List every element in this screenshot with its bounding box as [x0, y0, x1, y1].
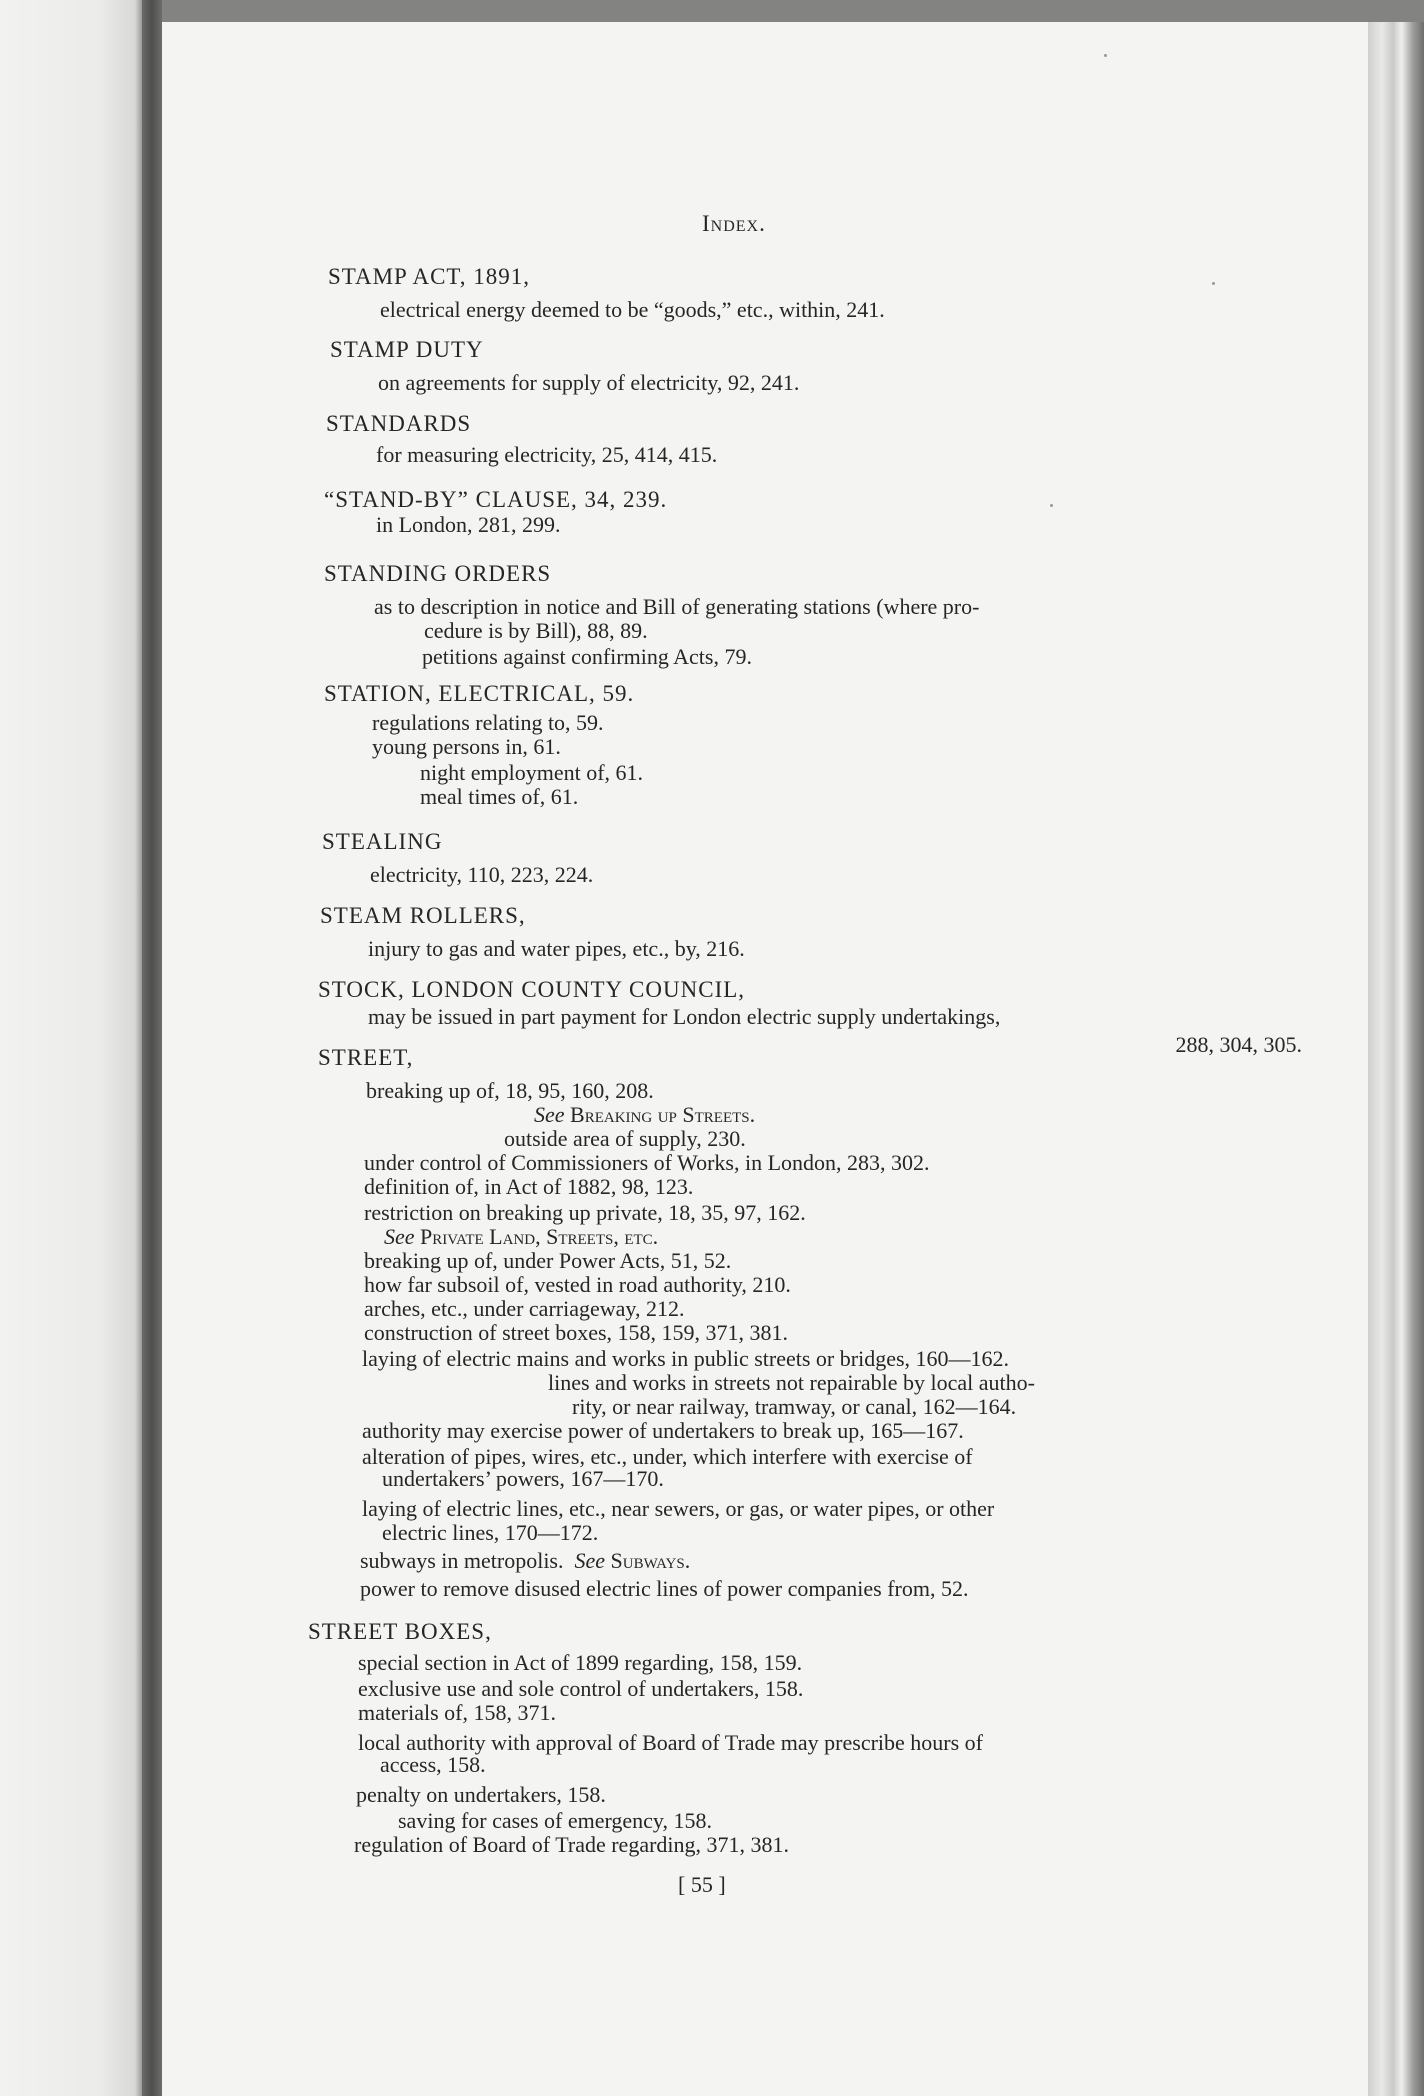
- see-label: See: [574, 1548, 606, 1573]
- index-subentry: power to remove disused electric lines of power companies from, 52.: [360, 1576, 969, 1601]
- index-subentry: electricity, 110, 223, 224.: [370, 862, 594, 887]
- index-heading-stealing: STEALING: [322, 829, 443, 854]
- index-subentry: in London, 281, 299.: [376, 512, 561, 537]
- index-subentry: arches, etc., under carriageway, 212.: [364, 1296, 685, 1321]
- index-subentry: may be issued in part payment for London electric supply undertakings,: [368, 1004, 1001, 1029]
- index-subentry-continuation: rity, or near railway, tramway, or canal, 162—164.: [572, 1394, 1017, 1419]
- index-cross-reference: [384, 1226, 658, 1248]
- index-heading-street: STREET,: [318, 1045, 414, 1070]
- see-label: See: [384, 1224, 415, 1249]
- index-heading-standards: STANDARDS: [326, 411, 472, 436]
- index-subentry: authority may exercise power of undertakers to break up, 165—167.: [362, 1418, 964, 1443]
- index-subentry: [360, 1550, 690, 1572]
- index-heading-station: STATION, ELECTRICAL, 59.: [324, 681, 635, 706]
- book-gutter: [142, 0, 162, 2096]
- index-subentry: for measuring electricity, 25, 414, 415.: [376, 442, 718, 467]
- index-subentry: regulation of Board of Trade regarding, 371, 381.: [354, 1832, 790, 1857]
- index-subentry: alteration of pipes, wires, etc., under, which interfere with exercise of: [362, 1444, 973, 1469]
- index-subentry-continuation: undertakers’ powers, 167—170.: [382, 1466, 664, 1491]
- index-heading-standing-orders: STANDING ORDERS: [324, 561, 552, 586]
- index-page: [162, 22, 1368, 2096]
- speck: [1050, 504, 1053, 507]
- index-subentry: definition of, in Act of 1882, 98, 123.: [364, 1174, 694, 1199]
- index-subentry: outside area of supply, 230.: [504, 1126, 746, 1151]
- index-subentry: injury to gas and water pipes, etc., by, 216.: [368, 936, 745, 961]
- index-subentry: local authority with approval of Board of Trade may prescribe hours of: [358, 1730, 984, 1755]
- index-subentry: young persons in, 61.: [372, 734, 561, 759]
- index-subentry: electrical energy deemed to be “goods,” etc., within, 241.: [380, 297, 885, 322]
- index-subentry: as to description in notice and Bill of generating stations (where pro-: [374, 594, 980, 619]
- cross-reference-target: Subways.: [610, 1548, 691, 1573]
- index-subentry: on agreements for supply of electricity, 92, 241.: [378, 370, 800, 395]
- running-title: Index.: [702, 211, 766, 236]
- index-subentry: petitions against confirming Acts, 79.: [422, 644, 752, 669]
- index-subentry: saving for cases of emergency, 158.: [398, 1808, 713, 1833]
- page-number: [ 55 ]: [678, 1872, 726, 1897]
- subentry-text: subways in metropolis.: [360, 1548, 564, 1573]
- index-heading-stamp-duty: STAMP DUTY: [330, 337, 484, 362]
- index-heading-street-boxes: STREET BOXES,: [308, 1619, 492, 1644]
- see-label: See: [534, 1102, 565, 1127]
- index-subentry: exclusive use and sole control of undertakers, 158.: [358, 1676, 804, 1701]
- index-heading-steam-rollers: STEAM ROLLERS,: [320, 903, 526, 928]
- index-subentry: restriction on breaking up private, 18, 35, 97, 162.: [364, 1200, 806, 1225]
- cross-reference-target: Breaking up Streets.: [570, 1102, 756, 1127]
- index-subentry: under control of Commissioners of Works, in London, 283, 302.: [364, 1150, 930, 1175]
- index-subentry: breaking up of, 18, 95, 160, 208.: [366, 1078, 654, 1103]
- index-heading-stock: STOCK, LONDON COUNTY COUNCIL,: [318, 977, 746, 1002]
- index-subentry: penalty on undertakers, 158.: [356, 1782, 606, 1807]
- facing-page-edge: [0, 0, 142, 2096]
- index-subentry: meal times of, 61.: [420, 784, 579, 809]
- cross-reference-target: Private Land, Streets, etc.: [420, 1224, 659, 1249]
- index-subentry: night employment of, 61.: [420, 760, 644, 785]
- index-subentry: construction of street boxes, 158, 159, 371, 381.: [364, 1320, 789, 1345]
- index-subentry-continuation: electric lines, 170—172.: [382, 1520, 599, 1545]
- index-subentry: laying of electric lines, etc., near sewers, or gas, or water pipes, or other: [362, 1496, 995, 1521]
- index-subentry: materials of, 158, 371.: [358, 1700, 556, 1725]
- index-subentry: laying of electric mains and works in public streets or bridges, 160—162.: [362, 1346, 1010, 1371]
- index-subentry-continuation: 288, 304, 305.: [1175, 1032, 1302, 1057]
- index-heading-stand-by: “STAND-BY” CLAUSE, 34, 239.: [324, 487, 668, 512]
- page-stack-edge: [1368, 22, 1424, 2096]
- top-margin-strip: [162, 0, 1424, 22]
- index-subentry-continuation: access, 158.: [380, 1752, 486, 1777]
- index-subentry-continuation: cedure is by Bill), 88, 89.: [424, 618, 648, 643]
- index-subentry: special section in Act of 1899 regarding, 158, 159.: [358, 1650, 803, 1675]
- index-heading-stamp-act: STAMP ACT, 1891,: [328, 264, 531, 289]
- index-subentry: regulations relating to, 59.: [372, 710, 604, 735]
- speck: [1212, 282, 1215, 285]
- index-subentry: lines and works in streets not repairable by local autho-: [548, 1370, 1035, 1395]
- index-cross-reference: [534, 1104, 755, 1126]
- speck: [1104, 54, 1107, 57]
- index-subentry: how far subsoil of, vested in road authority, 210.: [364, 1272, 791, 1297]
- index-subentry: breaking up of, under Power Acts, 51, 52.: [364, 1248, 732, 1273]
